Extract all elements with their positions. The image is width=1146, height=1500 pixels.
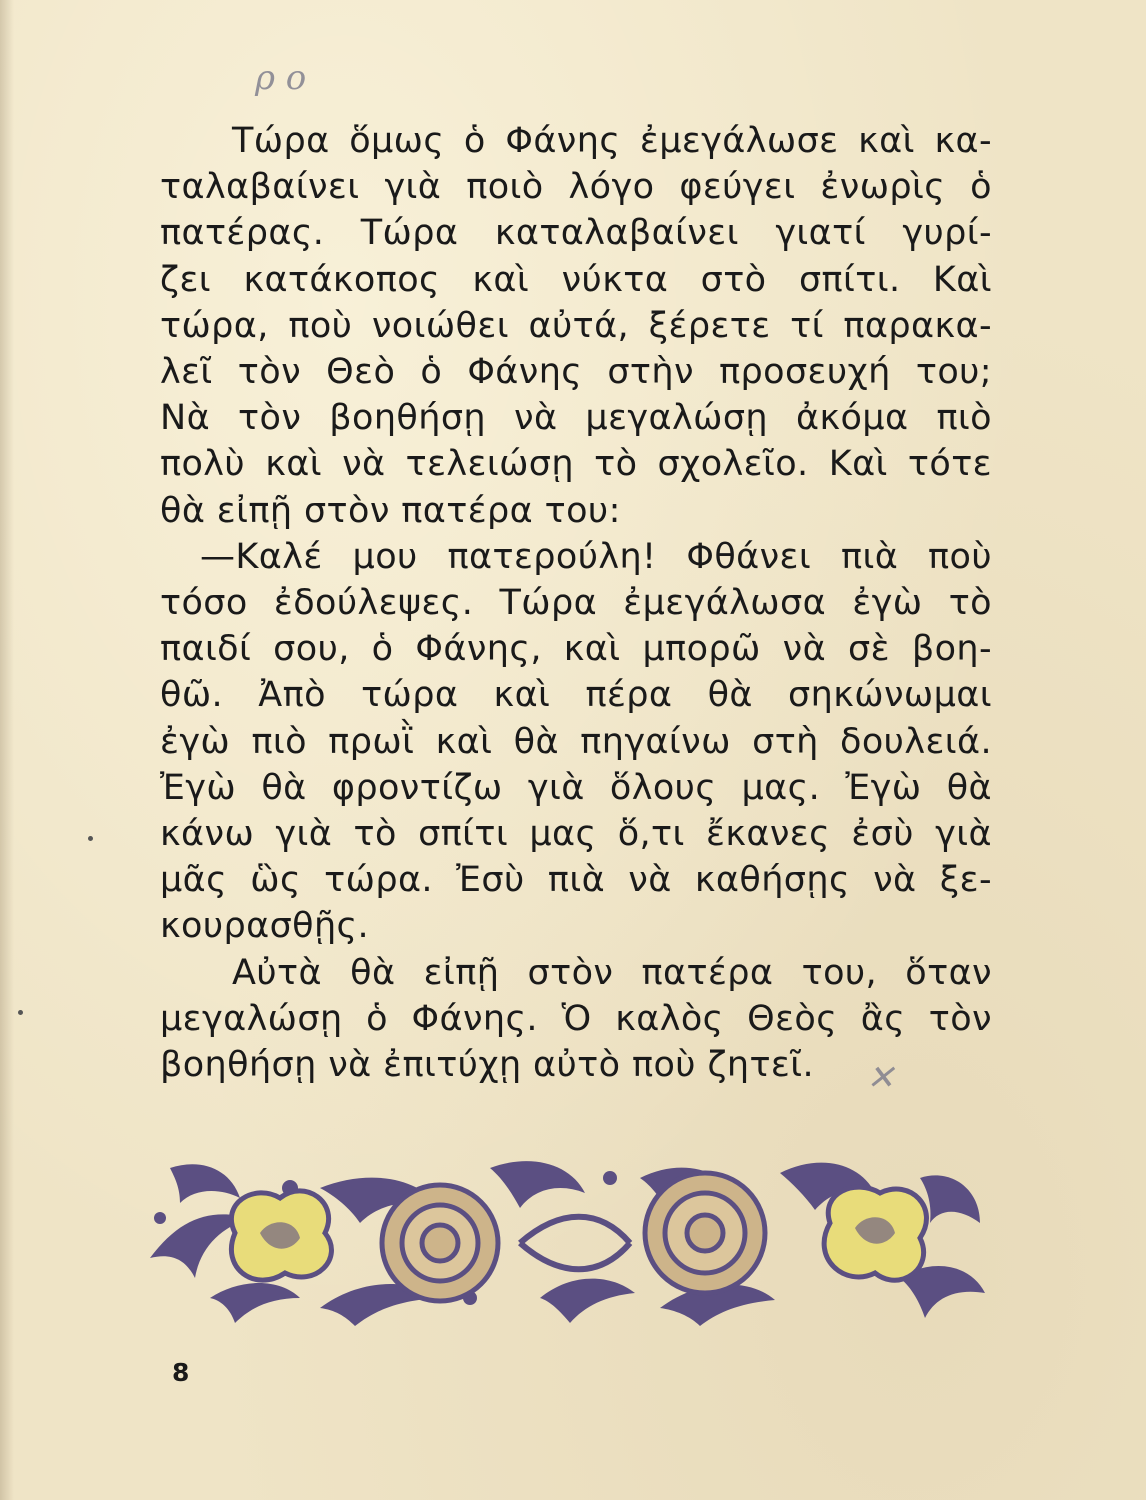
paragraph-1 (160, 118, 992, 534)
text-line: μᾶς ὣς τώρα. Ἐσὺ πιὰ νὰ καθήσῃς νὰ ξε- (160, 860, 992, 901)
ink-speck (18, 1010, 23, 1015)
text-line: κουρασθῇς. (160, 906, 370, 947)
text-line: Τώρα ὅμως ὁ Φάνης ἐμεγάλωσε καὶ κα- (232, 121, 992, 161)
center-branch-icon (520, 1217, 630, 1270)
body-text (160, 118, 992, 1088)
text-line: λεῖ τὸν Θεὸ ὁ Φάνης στὴν προσευχή του; (160, 352, 992, 393)
text-line: κάνω γιὰ τὸ σπίτι μας ὅ,τι ἔκανες ἐσὺ γιὰ (160, 814, 992, 855)
text-line: ζει κατάκοπος καὶ νύκτα στὸ σπίτι. Καὶ (160, 259, 992, 300)
page-edge-shadow (0, 0, 14, 1500)
paragraph-3 (160, 950, 992, 1089)
text-line: Ἐγὼ θὰ φροντίζω γιὰ ὅλους μας. Ἐγὼ θὰ (160, 767, 992, 808)
pencil-mark-margin: ✕ (866, 1058, 895, 1098)
text-line: θὰ εἰπῇ στὸν πατέρα του: (160, 490, 621, 531)
text-line: πατέρας. Τώρα καταλαβαίνει γιατί γυρί- (160, 213, 992, 254)
text-line: πολὺ καὶ νὰ τελειώσῃ τὸ σχολεῖο. Καὶ τότε (160, 444, 992, 485)
text-line: μεγαλώσῃ ὁ Φάνης. Ὁ καλὸς Θεὸς ἂς τὸν (160, 998, 992, 1039)
text-line: ἐγὼ πιὸ πρωῒ καὶ θὰ πηγαίνω στὴ δουλειά. (160, 721, 992, 762)
text-line: ταλαβαίνει γιὰ ποιὸ λόγο φεύγει ἐνωρὶς ὁ (160, 167, 992, 208)
text-line: Αὐτὰ θὰ εἰπῇ στὸν πατέρα του, ὅταν (232, 952, 992, 993)
text-line: θῶ. Ἀπὸ τώρα καὶ πέρα θὰ σηκώνωμαι (160, 675, 992, 716)
pencil-mark-top: ρ ο (255, 58, 307, 98)
floral-ornament (140, 1148, 990, 1328)
text-line: Νὰ τὸν βοηθήσῃ νὰ μεγαλώσῃ ἀκόμα πιὸ (160, 398, 992, 439)
text-line: παιδί σου, ὁ Φάνης, καὶ μπορῶ νὰ σὲ βοη- (160, 629, 992, 670)
page-number: 8 (172, 1358, 190, 1387)
text-line: τώρα, ποὺ νοιώθει αὐτά, ξέρετε τί παρακα- (160, 305, 992, 346)
text-line: βοηθήσῃ νὰ ἐπιτύχῃ αὐτὸ ποὺ ζητεῖ. (160, 1045, 815, 1086)
text-line: —Καλέ μου πατερούλη! Φθάνει πιὰ ποὺ (200, 536, 992, 577)
text-line: τόσο ἐδούλεψες. Τώρα ἐμεγάλωσα ἐγὼ τὸ (160, 583, 992, 624)
ink-speck (88, 836, 93, 841)
paragraph-2 (160, 534, 992, 950)
